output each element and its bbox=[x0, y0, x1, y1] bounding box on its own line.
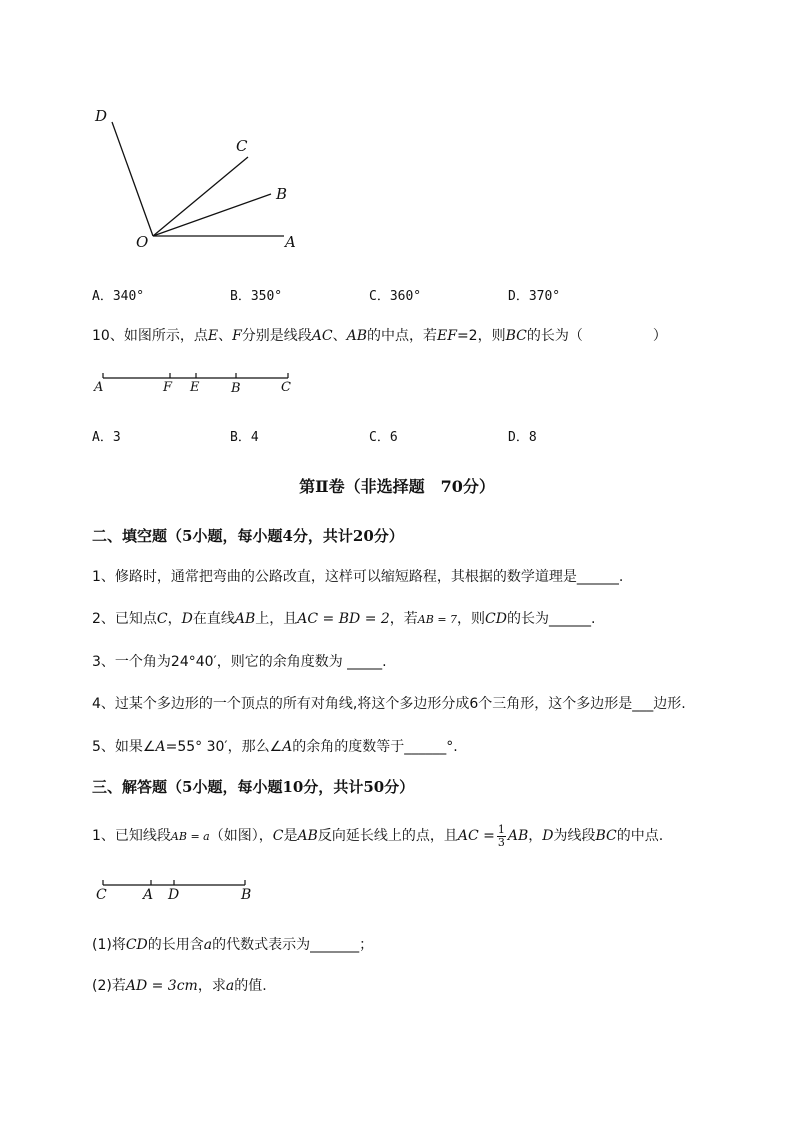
sec2-q5: 5、如果∠A=55° 30′，那么∠A的余角的度数等于______°. bbox=[92, 739, 458, 755]
q9-option-c: C．360° bbox=[369, 289, 422, 304]
volume-title: 第Ⅱ卷（非选择题 70分） bbox=[299, 477, 495, 496]
seg10-label-c: C bbox=[281, 380, 291, 395]
seg10-label-f: F bbox=[163, 380, 173, 395]
ray-oc bbox=[153, 157, 248, 236]
q10-option-a: A．3 bbox=[92, 430, 121, 445]
ray-ob bbox=[153, 194, 271, 236]
q10-option-d: D．8 bbox=[508, 430, 537, 445]
ray-od bbox=[112, 122, 153, 236]
sec3-q1: 1、已知线段AB = a（如图），C是AB反向延长线上的点，且AC = $\frac{1}{3}$ AB，D为线段BC的中点. bbox=[92, 822, 664, 849]
sec2-q4: 4、过某个多边形的一个顶点的所有对角线,将这个多边形分成6个三角形，这个多边形是___边形. bbox=[92, 696, 686, 712]
sec3-sub2: (2)若AD = 3cm，求a的值. bbox=[92, 978, 267, 994]
label-b: B bbox=[276, 185, 288, 203]
seg3-label-d: D bbox=[168, 887, 180, 903]
seg10-label-b: B bbox=[231, 381, 241, 396]
seg10-label-e: E bbox=[190, 380, 200, 395]
q10-question: 10、如图所示，点E、F分别是线段AC、AB的中点，若EF=2，则BC的长为（ ） bbox=[92, 328, 667, 344]
q10-option-b: B．4 bbox=[230, 430, 259, 445]
q10-option-c: C．6 bbox=[369, 430, 398, 445]
section2-title: 二、填空题（5小题，每小题4分，共计20分） bbox=[92, 527, 404, 545]
section3-title: 三、解答题（5小题，每小题10分，共计50分） bbox=[92, 778, 415, 796]
label-c: C bbox=[236, 137, 248, 155]
q9-option-b: B．350° bbox=[230, 289, 283, 304]
label-o: O bbox=[136, 233, 149, 251]
sec2-q2: 2、已知点C，D在直线AB上，且AC = BD = 2，若AB = 7，则CD的长为______. bbox=[92, 611, 596, 627]
sec2-q3: 3、一个角为24°40′，则它的余角度数为 _____. bbox=[92, 654, 387, 670]
seg3-label-c: C bbox=[96, 887, 107, 903]
seg3-label-b: B bbox=[241, 887, 252, 903]
label-d: D bbox=[95, 107, 108, 125]
sec3-sub1: (1)将CD的长用含a的代数式表示为_______； bbox=[92, 937, 374, 953]
seg10-label-a: A bbox=[94, 380, 104, 395]
seg3-label-a: A bbox=[143, 887, 154, 903]
q9-option-d: D．370° bbox=[508, 289, 561, 304]
q9-option-a: A．340° bbox=[92, 289, 145, 304]
label-a: A bbox=[285, 233, 296, 251]
fraction-one-third: $\frac{1}{3}$ bbox=[497, 822, 505, 849]
sec2-q1: 1、修路时，通常把弯曲的公路改直，这样可以缩短路程，其根据的数学道理是______. bbox=[92, 569, 624, 585]
